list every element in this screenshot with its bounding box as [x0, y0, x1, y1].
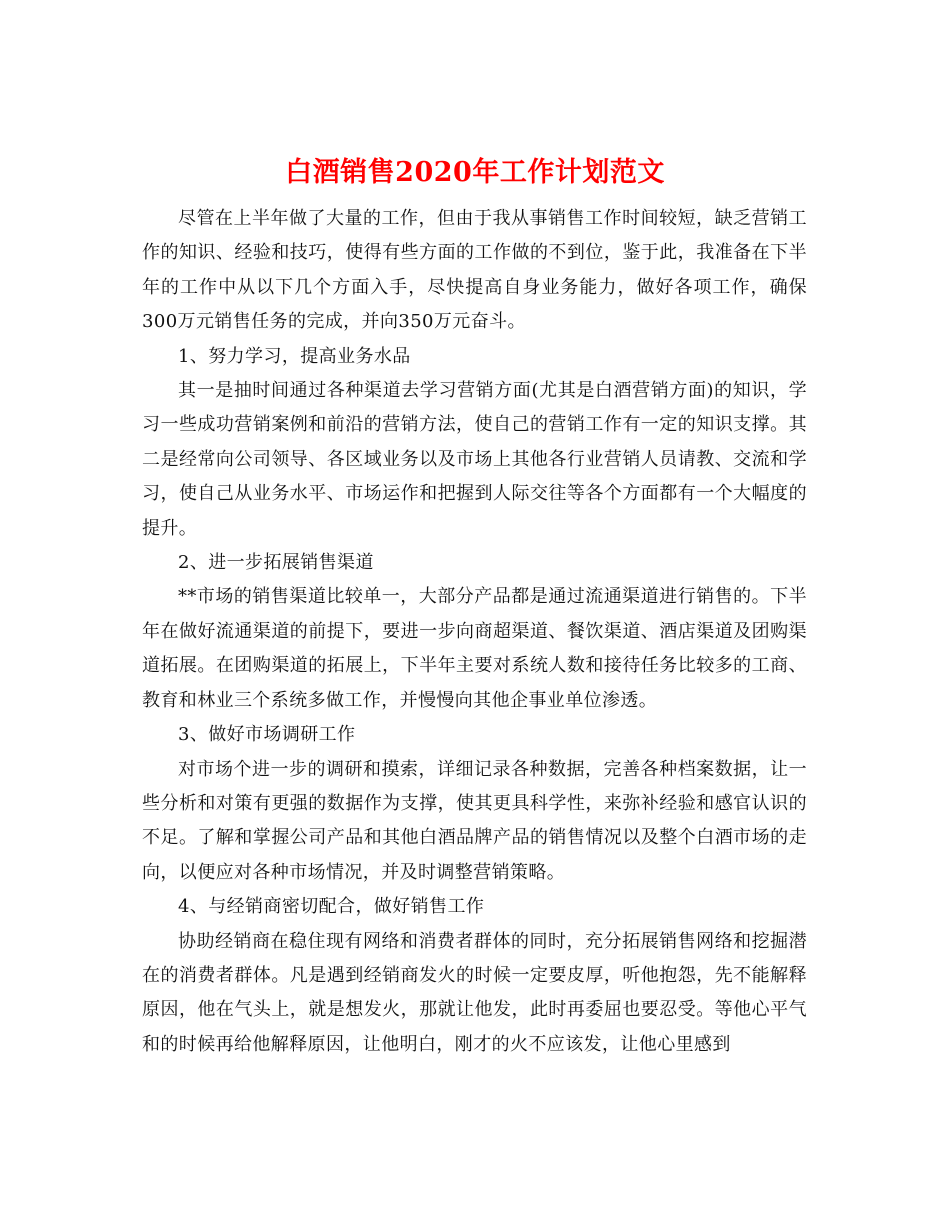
- section-4-paragraph: 协助经销商在稳住现有网络和消费者群体的同时，充分拓展销售网络和挖掘潜在的消费者群体。凡是遇到经销商发火的时候一定要皮厚，听他抱怨，先不能解释原因，他在气头上，就是想发火，那就让他发，此时再委屈也要忍受。等他心平气和的时候再给他解释原因，让他明白，刚才的火不应该发，让他心里感到: [142, 930, 807, 1055]
- document-body: [142, 202, 807, 1062]
- section-heading-2: 2、进一步拓展销售渠道: [178, 552, 374, 574]
- section-3-paragraph: 对市场个进一步的调研和摸索，详细记录各种数据，完善各种档案数据，让一些分析和对策有更强的数据作为支撑，使其更具科学性，来弥补经验和感官认识的不足。了解和掌握公司产品和其他白酒品牌产品的销售情况以及整个白酒市场的走向，以便应对各种市场情况，并及时调整营销策略。: [142, 758, 807, 883]
- section-heading-3: 3、做好市场调研工作: [178, 724, 356, 746]
- section-heading-4: 4、与经销商密切配合，做好销售工作: [178, 896, 485, 918]
- page-title: 白酒销售2020年工作计划范文: [285, 157, 665, 189]
- intro-paragraph: 尽管在上半年做了大量的工作，但由于我从事销售工作时间较短，缺乏营销工作的知识、经验和技巧，使得有些方面的工作做的不到位，鉴于此，我准备在下半年的工作中从以下几个方面入手，尽快提高自身业务能力，做好各项工作，确保300万元销售任务的完成，并向350万元奋斗。: [142, 208, 807, 333]
- section-2-paragraph: **市场的销售渠道比较单一，大部分产品都是通过流通渠道进行销售的。下半年在做好流通渠道的前提下，要进一步向商超渠道、餐饮渠道、酒店渠道及团购渠道拓展。在团购渠道的拓展上，下半年主要对系统人数和接待任务比较多的工商、教育和林业三个系统多做工作，并慢慢向其他企事业单位渗透。: [142, 586, 807, 711]
- section-heading-1: 1、努力学习，提高业务水品: [178, 345, 411, 367]
- section-1-paragraph: 其一是抽时间通过各种渠道去学习营销方面(尤其是白酒营销方面)的知识，学习一些成功营销案例和前沿的营销方法，使自己的营销工作有一定的知识支撑。其二是经常向公司领导、各区域业务以及市场上其他各行业营销人员请教、交流和学习，使自己从业务水平、市场运作和把握到人际交往等各个方面都有一个大幅度的提升。: [142, 380, 807, 539]
